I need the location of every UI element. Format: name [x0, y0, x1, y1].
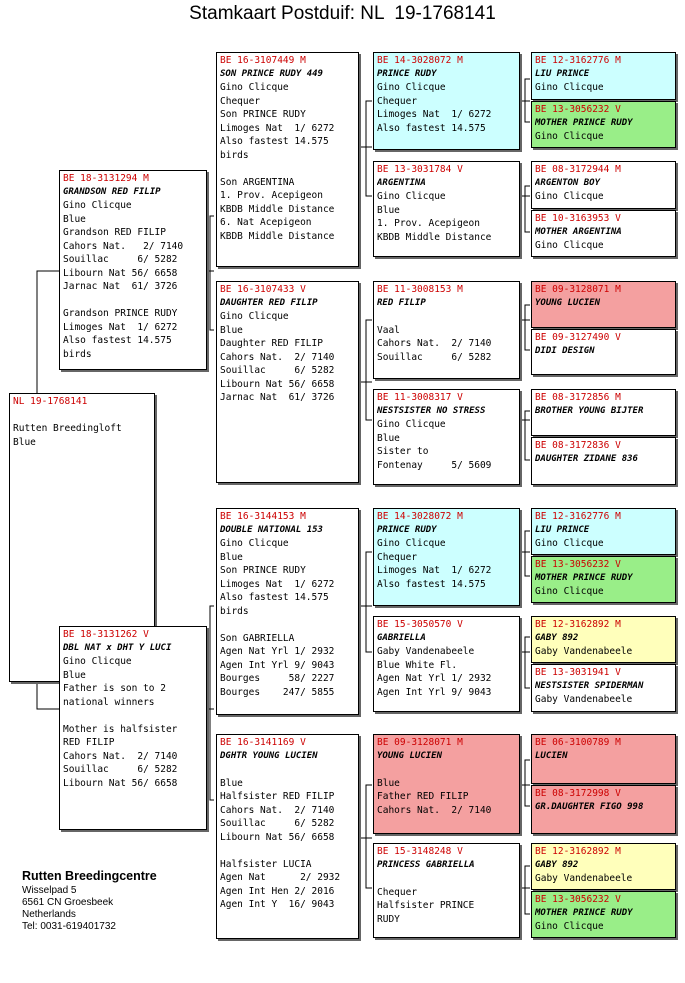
card-line: Libourn Nat 56/ 6658: [220, 378, 335, 390]
card-line: Blue: [13, 436, 36, 448]
card-line: Agen Nat Yrl 1/ 2932: [220, 646, 335, 657]
pigeon-name: YOUNG LUCIEN: [377, 750, 443, 761]
card-line: Father RED FILIP: [377, 791, 469, 802]
pedigree-card-gen4-2: [531, 101, 676, 148]
card-line: Gino Clicque: [63, 200, 132, 211]
card-line: [220, 763, 355, 777]
ring-number: BE 10-3163953 V: [535, 213, 621, 224]
card-line: Gino Clicque: [377, 191, 446, 202]
pigeon-name: LIU PRINCE: [535, 68, 590, 79]
pedigree-card-gen4-1: [531, 52, 676, 100]
pigeon-name: GR.DAUGHTER FIGO 998: [535, 801, 644, 812]
pigeon-name: GABY 892: [535, 632, 579, 643]
ring-number: BE 15-3050570 V: [377, 619, 463, 630]
ring-number: BE 16-3107433 V: [220, 284, 306, 295]
pedigree-card-gen3-3: [373, 281, 520, 379]
card-line: Halfsister PRINCE: [377, 900, 475, 911]
ring-number: BE 12-3162892 M: [535, 619, 621, 630]
ring-number: BE 12-3162776 M: [535, 55, 621, 66]
card-line: Gino Clicque: [535, 240, 604, 251]
card-line: Gaby Vandenabeele: [535, 646, 633, 657]
ring-number: BE 06-3100789 M: [535, 737, 621, 748]
card-line: Father is son to 2: [63, 683, 166, 694]
pigeon-name: NESTSISTER SPIDERMAN: [535, 680, 644, 691]
card-line: Rutten Breedingloft: [13, 423, 122, 434]
pigeon-name: PRINCE RUDY: [377, 68, 437, 79]
card-line: 1. Prov. Acepigeon: [377, 218, 480, 229]
card-line: Limoges Nat 1/ 6272: [377, 109, 492, 120]
card-line: Blue: [377, 777, 400, 789]
ring-number: BE 12-3162892 M: [535, 846, 621, 857]
card-line: Also fastest 14.575: [220, 136, 329, 147]
pigeon-name: ARGENTON BOY: [535, 177, 601, 188]
ring-number: BE 09-3128071 M: [535, 284, 621, 295]
card-line: Blue: [63, 669, 86, 681]
pedigree-card-gen4-9: [531, 508, 676, 555]
pedigree-card-gen4-5: [531, 281, 676, 328]
pedigree-card-gen4-3: [531, 161, 676, 209]
pedigree-card-gen4-16: [531, 891, 676, 938]
card-line: Gino Clicque: [377, 419, 446, 430]
card-line: [13, 409, 151, 423]
pedigree-card-gen3-2: [373, 161, 520, 257]
pigeon-name: MOTHER PRINCE RUDY: [535, 907, 633, 918]
ring-number: BE 08-3172944 M: [535, 164, 621, 175]
card-line: Souillac 6/ 5282: [63, 254, 178, 265]
ring-number: BE 16-3141169 V: [220, 737, 306, 748]
card-line: Libourn Nat 56/ 6658: [63, 267, 178, 279]
card-line: Limoges Nat 1/ 6272: [220, 122, 335, 134]
card-line: KBDB Middle Distance: [377, 231, 492, 243]
pedigree-card-gen4-15: [531, 843, 676, 890]
card-line: Also fastest 14.575: [377, 578, 486, 590]
card-line: Blue: [63, 213, 86, 225]
card-line: Sister to: [377, 446, 429, 457]
card-line: Blue: [220, 777, 243, 789]
pedigree-card-gen4-6: [531, 329, 676, 375]
ring-number: BE 12-3162776 M: [535, 511, 621, 522]
pigeon-name: PRINCESS GABRIELLA: [377, 859, 475, 870]
pigeon-name: ARGENTINA: [377, 177, 426, 188]
card-line: Gino Clicque: [535, 191, 604, 202]
card-line: Jarnac Nat 61/ 3726: [63, 281, 178, 292]
card-line: Vaal: [377, 324, 400, 336]
card-line: Limoges Nat 1/ 6272: [377, 565, 492, 576]
card-line: Agen Int Yrl 9/ 9043: [220, 659, 335, 671]
pedigree-card-sire-sire: [216, 52, 359, 267]
ring-number: BE 11-3008153 M: [377, 284, 463, 295]
card-line: Bourges 58/ 2227: [220, 673, 335, 684]
pedigree-card-gen3-8: [373, 843, 520, 938]
ring-number: BE 13-3056232 V: [535, 104, 621, 115]
pedigree-card-mother: [59, 626, 207, 830]
card-line: birds: [220, 149, 249, 161]
card-line: [377, 763, 516, 777]
pigeon-name: LIU PRINCE: [535, 524, 590, 535]
card-line: RED FILIP: [63, 737, 115, 748]
pedigree-card-gen3-5: [373, 508, 520, 606]
pedigree-card-gen4-12: [531, 664, 676, 712]
card-line: Souillac 6/ 5282: [220, 365, 335, 376]
ring-number: BE 16-3144153 M: [220, 511, 306, 522]
pedigree-card-gen3-7: [373, 734, 520, 834]
card-line: Chequer: [377, 886, 418, 898]
pedigree-card-gen4-10: [531, 556, 676, 603]
card-line: Son PRINCE RUDY: [220, 565, 306, 576]
card-line: Gino Clicque: [535, 921, 604, 932]
card-line: Halfsister RED FILIP: [220, 791, 335, 802]
pedigree-card-gen3-6: [373, 616, 520, 712]
card-line: Agen Nat 2/ 2932: [220, 872, 341, 883]
card-line: [63, 294, 203, 308]
card-line: Jarnac Nat 61/ 3726: [220, 392, 335, 403]
card-line: Fontenay 5/ 5609: [377, 459, 492, 471]
pedigree-card-father: [59, 170, 207, 370]
card-line: Agen Int Y 16/ 9043: [220, 899, 335, 910]
card-line: Mother is halfsister: [63, 723, 178, 735]
pedigree-card-gen4-11: [531, 616, 676, 663]
card-line: [377, 872, 516, 886]
ring-number: BE 13-3031941 V: [535, 667, 621, 678]
card-line: Grandson PRINCE RUDY: [63, 308, 178, 319]
address-line: Netherlands: [22, 909, 76, 920]
card-line: Son ARGENTINA: [220, 176, 295, 188]
pigeon-name: DOUBLE NATIONAL 153: [220, 524, 323, 535]
card-line: Also fastest 14.575: [63, 335, 172, 346]
card-line: Gino Clicque: [63, 656, 132, 667]
card-line: Limoges Nat 1/ 6272: [63, 321, 178, 333]
ring-number: BE 13-3056232 V: [535, 894, 621, 905]
card-line: Cahors Nat. 2/ 7140: [377, 338, 492, 349]
address-line: 6561 CN Groesbeek: [22, 897, 114, 908]
card-line: [220, 844, 355, 858]
card-line: Agen Int Hen 2/ 2016: [220, 885, 335, 897]
card-line: Chequer: [220, 95, 261, 107]
pigeon-name: MOTHER ARGENTINA: [535, 226, 622, 237]
ring-number: BE 15-3148248 V: [377, 846, 463, 857]
ring-number: BE 18-3131262 V: [63, 629, 149, 640]
pigeon-name: DGHTR YOUNG LUCIEN: [220, 750, 318, 761]
card-line: Chequer: [377, 95, 418, 107]
pedigree-card-gen4-8: [531, 437, 676, 485]
ring-number: BE 08-3172836 V: [535, 440, 621, 451]
ring-number: BE 11-3008317 V: [377, 392, 463, 403]
ring-number: BE 14-3028072 M: [377, 511, 463, 522]
pigeon-name: PRINCE RUDY: [377, 524, 437, 535]
card-line: Cahors Nat. 2/ 7140: [220, 804, 335, 816]
card-line: Libourn Nat 56/ 6658: [63, 777, 178, 789]
card-line: Halfsister LUCIA: [220, 858, 312, 870]
card-line: Also fastest 14.575: [377, 122, 486, 134]
card-line: Gino Clicque: [220, 538, 289, 549]
card-line: [377, 310, 516, 324]
pigeon-name: DBL NAT x DHT Y LUCI: [63, 642, 172, 653]
pedigree-card-sire-dam: [216, 281, 359, 483]
pedigree-card-gen3-4: [373, 389, 520, 485]
ring-number: BE 13-3031784 V: [377, 164, 463, 175]
card-line: Gaby Vandenabeele: [377, 646, 475, 657]
card-line: Blue White Fl.: [377, 659, 458, 671]
pedigree-card-dam-sire: [216, 508, 359, 715]
card-line: [63, 709, 203, 723]
ring-number: BE 08-3172998 V: [535, 788, 621, 799]
pigeon-name: LUCIEN: [535, 750, 568, 761]
pedigree-card-gen4-14: [531, 785, 676, 834]
card-line: [220, 618, 355, 632]
card-line: KBDB Middle Distance: [220, 203, 335, 215]
ring-number: BE 09-3128071 M: [377, 737, 463, 748]
card-line: 1. Prov. Acepigeon: [220, 190, 323, 201]
pigeon-name: YOUNG LUCIEN: [535, 297, 601, 308]
pigeon-name: RED FILIP: [377, 297, 426, 308]
pigeon-name: DAUGHTER RED FILIP: [220, 297, 318, 308]
card-line: Gino Clicque: [377, 82, 446, 93]
page-title: Stamkaart Postduif: NL 19-1768141: [189, 3, 496, 24]
phone-line: Tel: 0031-619401732: [22, 921, 116, 932]
card-line: Souillac 6/ 5282: [220, 818, 335, 829]
card-line: Cahors Nat. 2/ 7140: [63, 240, 184, 252]
card-line: Gino Clicque: [220, 82, 289, 93]
pigeon-name: MOTHER PRINCE RUDY: [535, 572, 633, 583]
ring-number: BE 16-3107449 M: [220, 55, 306, 66]
card-line: Blue: [220, 551, 243, 563]
card-line: 6. Nat Acepigeon: [220, 217, 312, 228]
card-line: Gino Clicque: [535, 131, 604, 142]
pedigree-card-gen4-4: [531, 210, 676, 257]
pigeon-name: GABRIELLA: [377, 632, 426, 643]
pedigree-card-gen4-13: [531, 734, 676, 784]
card-line: Son GABRIELLA: [220, 632, 295, 644]
card-line: Gaby Vandenabeele: [535, 873, 633, 884]
card-line: Libourn Nat 56/ 6658: [220, 831, 335, 843]
card-line: Souillac 6/ 5282: [63, 764, 178, 775]
pigeon-name: DIDI DESIGN: [535, 345, 595, 356]
card-line: Gino Clicque: [220, 311, 289, 322]
card-line: Blue: [377, 204, 400, 216]
card-line: Daughter RED FILIP: [220, 338, 323, 349]
card-line: Souillac 6/ 5282: [377, 351, 492, 363]
pedigree-card-gen4-7: [531, 389, 676, 436]
card-line: Agen Int Yrl 9/ 9043: [377, 686, 492, 698]
card-line: Bourges 247/ 5855: [220, 686, 335, 698]
ring-number: BE 14-3028072 M: [377, 55, 463, 66]
card-line: Gino Clicque: [377, 538, 446, 549]
breeder-contact: [22, 868, 157, 933]
card-line: birds: [63, 348, 92, 360]
ring-number: BE 13-3056232 V: [535, 559, 621, 570]
card-line: Limoges Nat 1/ 6272: [220, 578, 335, 590]
pigeon-name: NESTSISTER NO STRESS: [377, 405, 486, 416]
card-line: KBDB Middle Distance: [220, 230, 335, 242]
card-line: [220, 162, 355, 176]
ring-number: NL 19-1768141: [13, 396, 88, 407]
pigeon-name: BROTHER YOUNG BIJTER: [535, 405, 644, 416]
card-line: Cahors Nat. 2/ 7140: [220, 351, 335, 363]
pigeon-name: MOTHER PRINCE RUDY: [535, 117, 633, 128]
ring-number: BE 18-3131294 M: [63, 173, 149, 184]
card-line: RUDY: [377, 913, 400, 925]
card-line: birds: [220, 605, 249, 617]
card-line: Blue: [377, 432, 400, 444]
pigeon-name: GABY 892: [535, 859, 579, 870]
card-line: Also fastest 14.575: [220, 592, 329, 603]
ring-number: BE 09-3127490 V: [535, 332, 621, 343]
pigeon-name: GRANDSON RED FILIP: [63, 186, 161, 197]
card-line: Cahors Nat. 2/ 7140: [63, 750, 178, 762]
card-line: Gino Clicque: [535, 82, 604, 93]
pedigree-card-gen3-1: [373, 52, 520, 150]
card-line: Gino Clicque: [535, 538, 604, 549]
address-line: Wisselpad 5: [22, 885, 77, 896]
card-line: Cahors Nat. 2/ 7140: [377, 804, 492, 816]
card-line: national winners: [63, 696, 155, 708]
card-line: Gaby Vandenabeele: [535, 694, 633, 705]
card-line: Chequer: [377, 551, 418, 563]
card-line: Son PRINCE RUDY: [220, 109, 306, 120]
card-line: Gino Clicque: [535, 586, 604, 597]
pedigree-card-dam-dam: [216, 734, 359, 939]
card-line: Blue: [220, 324, 243, 336]
card-line: Agen Nat Yrl 1/ 2932: [377, 673, 492, 684]
breeder-name: Rutten Breedingcentre: [22, 869, 157, 883]
ring-number: BE 08-3172856 M: [535, 392, 621, 403]
pigeon-name: SON PRINCE RUDY 449: [220, 68, 323, 79]
pigeon-name: DAUGHTER ZIDANE 836: [535, 453, 638, 464]
card-line: Grandson RED FILIP: [63, 227, 166, 238]
